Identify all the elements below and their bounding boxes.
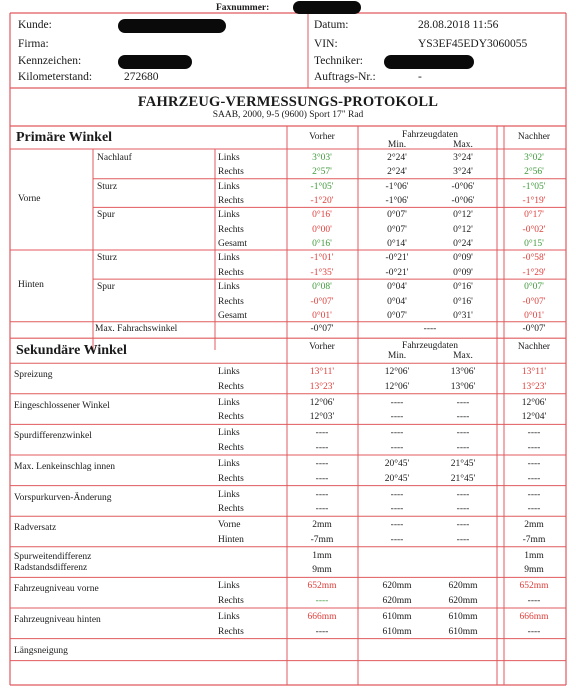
column-min: Min. xyxy=(387,351,407,362)
min-value: 12°06' xyxy=(384,367,410,378)
side-label: Links xyxy=(218,282,240,293)
vorher-value: -1°20' xyxy=(310,196,334,207)
min-value: 0°07' xyxy=(387,210,407,221)
nachher-value: 12°06' xyxy=(521,397,547,408)
vorher-value: 12°06' xyxy=(309,397,335,408)
vorher-value: ---- xyxy=(315,442,329,453)
vorher-value: ---- xyxy=(315,595,329,606)
vorher-value: 12°03' xyxy=(309,412,335,423)
angle-name: Nachlauf xyxy=(97,153,132,163)
max-value: 620mm xyxy=(448,595,478,606)
side-label: Links xyxy=(218,210,240,221)
side-label: Links xyxy=(218,153,240,163)
axle-label: Vorne xyxy=(18,194,41,205)
kunde-label: Kunde: xyxy=(18,19,52,31)
nachher-value: ---- xyxy=(527,626,541,637)
vorher-value: 0°01' xyxy=(312,310,332,321)
nachher-value: ---- xyxy=(527,504,541,515)
nachher-value: 0°17' xyxy=(524,210,544,221)
datum-label: Datum: xyxy=(314,19,349,31)
nachher-value: 2mm xyxy=(524,520,544,531)
min-value: 0°04' xyxy=(387,282,407,293)
column-vorher: Vorher xyxy=(309,132,335,142)
side-label: Links xyxy=(218,459,240,469)
vorher-value: -7mm xyxy=(310,534,334,545)
nachher-value: 12°04' xyxy=(521,412,547,423)
max-value: 0°31' xyxy=(453,310,473,321)
side-label: Gesamt xyxy=(218,310,248,321)
min-value: -0°21' xyxy=(385,267,409,278)
nachher-value: 0°01' xyxy=(524,310,544,321)
max-value: 13°06' xyxy=(450,381,476,392)
vorher-value: ---- xyxy=(315,504,329,515)
side-label: Links xyxy=(218,612,240,622)
section-title-primary: Primäre Winkel xyxy=(16,130,113,145)
vorher-value: 9mm xyxy=(312,565,332,576)
max-value: ---- xyxy=(456,520,470,531)
column-nachher: Nachher xyxy=(517,132,551,142)
angle-name: Sturz xyxy=(97,253,118,264)
protocol-title: FAHRZEUG-VERMESSUNGS-PROTOKOLL xyxy=(137,94,439,110)
nachher-value: -1°05' xyxy=(522,181,546,192)
section-title-secondary: Sekundäre Winkel xyxy=(16,343,127,359)
min-value: -1°06' xyxy=(385,196,409,207)
nachher-value: 13°23' xyxy=(521,381,547,392)
min-value: 0°04' xyxy=(387,296,407,307)
side-label: Rechts xyxy=(218,595,244,606)
vorher-value: ---- xyxy=(315,428,329,439)
min-value: 12°06' xyxy=(384,381,410,392)
vorher-value: -1°05' xyxy=(310,181,334,192)
min-value: ---- xyxy=(390,397,404,408)
side-label: Rechts xyxy=(218,296,244,307)
max-value: ---- xyxy=(456,412,470,423)
vorher-value: 1mm xyxy=(312,550,332,561)
secondary-angle-label: Fahrzeugniveau hinten xyxy=(14,615,101,625)
datum-value: 28.08.2018 11:56 xyxy=(418,19,499,31)
vorher-value: 652mm xyxy=(307,581,337,592)
nachher-value: -0°58' xyxy=(522,253,546,264)
angle-name: Spur xyxy=(97,282,115,293)
vorher-value: 3°03' xyxy=(312,153,332,163)
angle-name: Spur xyxy=(97,210,115,221)
min-value: 620mm xyxy=(382,581,412,592)
max-value: 0°24' xyxy=(453,239,473,250)
side-label: Rechts xyxy=(218,381,244,392)
max-value: ---- xyxy=(456,428,470,439)
nachher-value: ---- xyxy=(527,595,541,606)
nachher-value: 13°11' xyxy=(521,367,547,378)
min-value: 610mm xyxy=(382,626,412,637)
vorher-value: -0°07' xyxy=(310,296,334,307)
nachher-value: ---- xyxy=(527,489,541,500)
vorher-value: ---- xyxy=(315,459,329,469)
side-label: Links xyxy=(218,367,240,378)
auftrag-label: Auftrags-Nr.: xyxy=(314,71,376,83)
max-value: 3°24' xyxy=(453,167,473,178)
nachher-value: ---- xyxy=(527,473,541,484)
axle-label: Hinten xyxy=(18,280,44,291)
side-label: Links xyxy=(218,253,240,264)
redaction-bar xyxy=(118,19,226,33)
side-label: Links xyxy=(218,581,240,592)
min-value: 620mm xyxy=(382,595,412,606)
max-value: 0°09' xyxy=(453,253,473,264)
secondary-angle-label: Radversatz xyxy=(14,523,57,534)
side-label: Gesamt xyxy=(218,239,248,250)
vorher-value: -0°07' xyxy=(310,324,334,335)
firma-label: Firma: xyxy=(18,38,49,50)
min-value: 0°07' xyxy=(387,310,407,321)
side-label: Rechts xyxy=(218,473,244,484)
nachher-value: 666mm xyxy=(519,612,549,622)
minmax-value: ---- xyxy=(423,324,437,335)
max-value: ---- xyxy=(456,489,470,500)
max-value: 0°12' xyxy=(453,224,473,235)
redaction-bar xyxy=(384,55,474,69)
auftrag-value: - xyxy=(418,71,422,83)
max-value: 610mm xyxy=(448,612,478,622)
column-max: Max. xyxy=(453,351,473,362)
side-label: Rechts xyxy=(218,224,244,235)
secondary-angle-label: Spurweitendifferenz xyxy=(14,551,92,562)
side-label: Links xyxy=(218,489,240,500)
fax-label: Faxnummer: xyxy=(216,3,270,13)
max-value: 0°09' xyxy=(453,267,473,278)
max-value: 620mm xyxy=(448,581,478,592)
kilometerstand-label: Kilometerstand: xyxy=(18,71,93,83)
nachher-value: 2°56' xyxy=(524,167,544,178)
min-value: ---- xyxy=(390,442,404,453)
nachher-value: ---- xyxy=(527,459,541,469)
secondary-angle-label: Spurdifferenzwinkel xyxy=(14,431,92,442)
nachher-value: 9mm xyxy=(524,565,544,576)
max-value: -0°06' xyxy=(451,181,475,192)
min-value: -1°06' xyxy=(385,181,409,192)
max-value: 0°16' xyxy=(453,296,473,307)
vorher-value: 13°11' xyxy=(309,367,335,378)
vorher-value: 666mm xyxy=(307,612,337,622)
angle-name: Sturz xyxy=(97,181,118,192)
vin-value: YS3EF45EDY3060055 xyxy=(418,38,528,50)
min-value: ---- xyxy=(390,504,404,515)
nachher-value: 1mm xyxy=(524,550,544,561)
secondary-angle-label: Vorspurkurven-Änderung xyxy=(14,492,112,503)
max-value: ---- xyxy=(456,442,470,453)
max-value: 21°45' xyxy=(450,459,476,469)
column-min: Min. xyxy=(387,140,407,150)
nachher-value: 3°02' xyxy=(524,153,544,163)
secondary-angle-label: Spreizung xyxy=(14,370,53,381)
min-value: 610mm xyxy=(382,612,412,622)
min-value: ---- xyxy=(390,489,404,500)
side-label: Rechts xyxy=(218,267,244,278)
nachher-value: -0°07' xyxy=(522,324,546,335)
vorher-value: 0°00' xyxy=(312,224,332,235)
nachher-value: ---- xyxy=(527,428,541,439)
vorher-value: 0°08' xyxy=(312,282,332,293)
nachher-value: -7mm xyxy=(522,534,546,545)
side-label: Rechts xyxy=(218,504,244,515)
column-fahrzeugdaten: Fahrzeugdaten xyxy=(402,341,458,352)
secondary-angle-label: Max. Lenkeinschlag innen xyxy=(14,462,116,472)
column-max: Max. xyxy=(453,140,473,150)
max-value: -0°06' xyxy=(451,196,475,207)
vorher-value: -1°35' xyxy=(310,267,334,278)
min-value: 20°45' xyxy=(384,459,410,469)
vorher-value: ---- xyxy=(315,626,329,637)
max-fahrachswinkel-label: Max. Fahrachswinkel xyxy=(95,324,178,335)
min-value: 2°24' xyxy=(387,153,407,163)
min-value: ---- xyxy=(390,534,404,545)
vorher-value: ---- xyxy=(315,473,329,484)
side-label: Rechts xyxy=(218,626,244,637)
vorher-value: -1°01' xyxy=(310,253,334,264)
max-value: ---- xyxy=(456,534,470,545)
max-value: 0°16' xyxy=(453,282,473,293)
nachher-value: -0°02' xyxy=(522,224,546,235)
secondary-angle-label: Längsneigung xyxy=(14,645,68,656)
min-value: ---- xyxy=(390,412,404,423)
vorher-value: 0°16' xyxy=(312,210,332,221)
vorher-value: 0°16' xyxy=(312,239,332,250)
vorher-value: 2°57' xyxy=(312,167,332,178)
kilometerstand-value: 272680 xyxy=(124,71,159,83)
techniker-label: Techniker: xyxy=(314,55,364,67)
min-value: ---- xyxy=(390,520,404,531)
min-value: 0°07' xyxy=(387,224,407,235)
nachher-value: -0°07' xyxy=(522,296,546,307)
max-value: 13°06' xyxy=(450,367,476,378)
kennzeichen-label: Kennzeichen: xyxy=(18,55,82,67)
side-label: Links xyxy=(218,181,240,192)
column-nachher: Nachher xyxy=(517,342,551,353)
vorher-value: ---- xyxy=(315,489,329,500)
min-value: -0°21' xyxy=(385,253,409,264)
side-label: Links xyxy=(218,397,240,408)
vorher-value: 13°23' xyxy=(309,381,335,392)
side-label: Rechts xyxy=(218,412,244,423)
redaction-bar xyxy=(118,55,192,69)
min-value: 2°24' xyxy=(387,167,407,178)
vin-label: VIN: xyxy=(314,38,338,50)
nachher-value: 652mm xyxy=(519,581,549,592)
vorher-value: 2mm xyxy=(312,520,332,531)
nachher-value: -1°29' xyxy=(522,267,546,278)
min-value: ---- xyxy=(390,428,404,439)
max-value: 3°24' xyxy=(453,153,473,163)
nachher-value: -1°19' xyxy=(522,196,546,207)
column-vorher: Vorher xyxy=(309,342,335,353)
column-fahrzeugdaten: Fahrzeugdaten xyxy=(402,130,458,140)
max-value: 610mm xyxy=(448,626,478,637)
side-label: Hinten xyxy=(218,534,244,545)
nachher-value: ---- xyxy=(527,442,541,453)
nachher-value: 0°15' xyxy=(524,239,544,250)
side-label: Links xyxy=(218,428,240,439)
side-label: Rechts xyxy=(218,167,244,178)
max-value: 0°12' xyxy=(453,210,473,221)
max-value: 21°45' xyxy=(450,473,476,484)
nachher-value: 0°07' xyxy=(524,282,544,293)
secondary-angle-label: Eingeschlossener Winkel xyxy=(14,400,110,411)
side-label: Rechts xyxy=(218,196,244,207)
side-label: Vorne xyxy=(218,520,241,531)
secondary-angle-label: Fahrzeugniveau vorne xyxy=(14,584,99,595)
secondary-angle-label: Radstandsdifferenz xyxy=(14,562,88,573)
vehicle-subtitle: SAAB, 2000, 9-5 (9600) Sport 17" Rad xyxy=(212,110,364,120)
redaction-bar xyxy=(293,1,361,14)
min-value: 0°14' xyxy=(387,239,407,250)
min-value: 20°45' xyxy=(384,473,410,484)
max-value: ---- xyxy=(456,504,470,515)
side-label: Rechts xyxy=(218,442,244,453)
max-value: ---- xyxy=(456,397,470,408)
